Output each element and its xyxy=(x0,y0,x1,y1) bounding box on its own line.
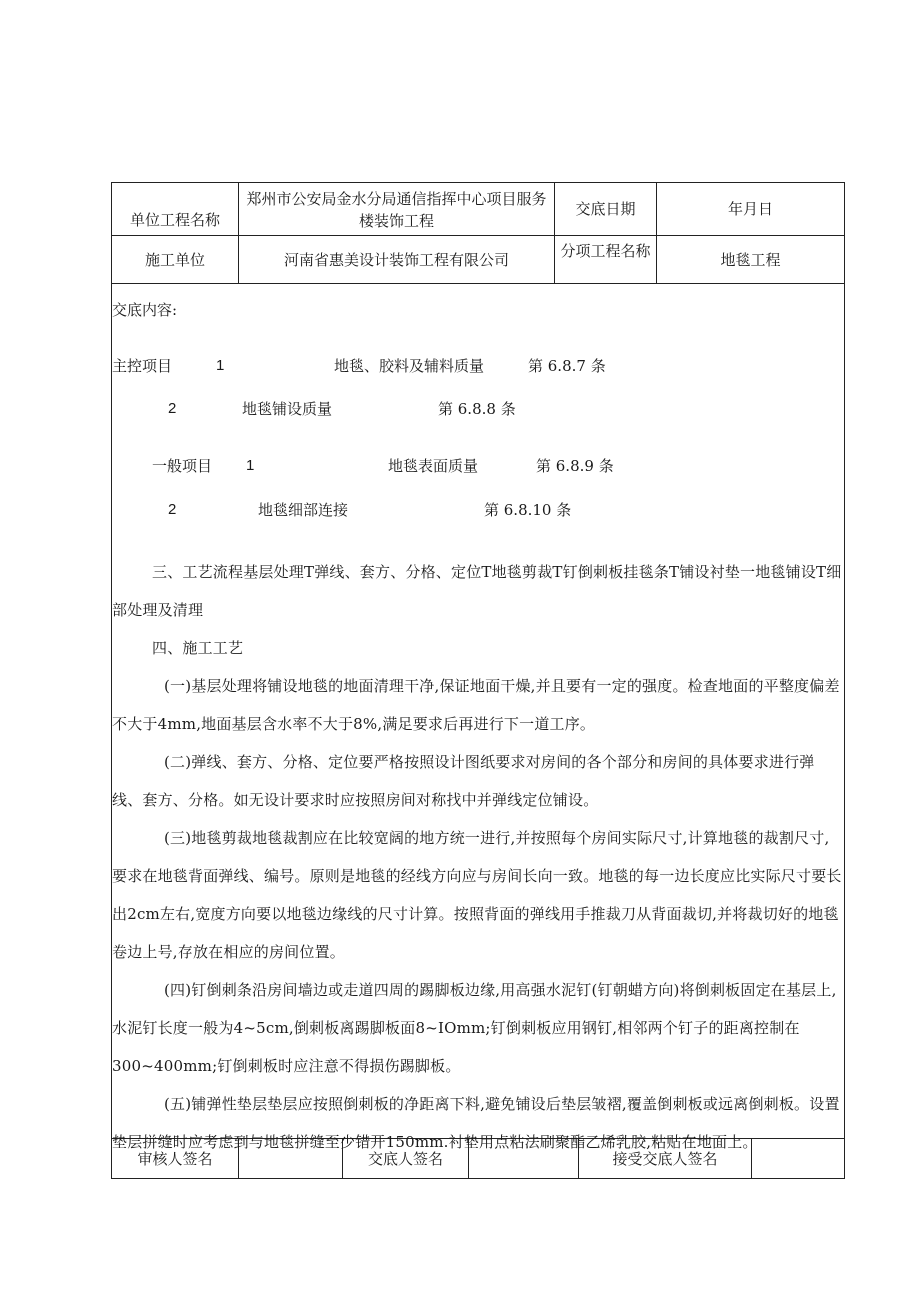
process-paragraph-2: (二)弹线、套方、分格、定位要严格按照设计图纸要求对房间的各个部分和房间的具体要求进行弹线、套方、分格。如无设计要求时应按照房间对称找中并弹线定位铺设。 xyxy=(112,753,815,809)
process-paragraph-1: (一)基层处理将铺设地毯的地面清理干净,保证地面干燥,并且要有一定的强度。检查地面的平整度偏差不大于4mm,地面基层含水率不大于8%,满足要求后再进行下一道工序。 xyxy=(112,677,840,733)
general-item-no: 2 xyxy=(168,501,177,518)
general-item-clause: 第 6.8.10 条 xyxy=(484,501,572,519)
main-control-item-name: 地毯铺设质量 xyxy=(242,400,333,418)
reviewer-signature-field[interactable] xyxy=(239,1139,342,1179)
receiver-signature-field[interactable] xyxy=(752,1139,844,1179)
general-item-clause: 第 6.8.9 条 xyxy=(536,457,614,475)
general-label: 一般项目 xyxy=(152,457,213,475)
project-name-label: 单位工程名称 xyxy=(129,211,220,229)
receiver-signature-label: 接受交底人签名 xyxy=(612,1150,718,1168)
date-value: 年月日 xyxy=(727,200,773,218)
process-flow-paragraph: 三、工艺流程基层处理T弹线、套方、分格、定位T地毯剪裁T钉倒刺板挂毯条T铺设衬垫一地毯铺设T细部处理及清理 xyxy=(112,563,842,619)
main-control-item-no: 2 xyxy=(168,400,177,417)
discloser-signature-field[interactable] xyxy=(469,1139,578,1179)
general-item-no: 1 xyxy=(246,457,255,474)
process-paragraph-4: (四)钉倒刺条沿房间墙边或走道四周的踢脚板边缘,用高强水泥钉(钉朝蜡方向)将倒刺板固定在基层上,水泥钉长度一般为4~5cm,倒刺板离踢脚板面8~IOmm;钉倒刺板应用钢钉,相邻两个钉子的距离控制在300~400mm;钉倒刺板时应注意不得损伤踢脚板。 xyxy=(112,981,837,1075)
construction-unit-value: 河南省惠美设计装饰工程有限公司 xyxy=(283,250,509,269)
date-label: 交底日期 xyxy=(575,200,636,218)
main-control-item-clause: 第 6.8.8 条 xyxy=(438,400,516,418)
disclosure-content xyxy=(112,283,844,1151)
construction-unit-label: 施工单位 xyxy=(144,250,205,269)
project-name-value: 郑州市公安局金水分局通信指挥中心项目服务楼装饰工程 xyxy=(246,190,547,230)
main-control-item-name: 地毯、胶料及辅料质量 xyxy=(334,357,485,375)
subproject-value: 地毯工程 xyxy=(720,250,781,269)
main-control-item-clause: 第 6.8.7 条 xyxy=(528,357,606,375)
general-item-name: 地毯表面质量 xyxy=(388,457,479,475)
general-item-name: 地毯细部连接 xyxy=(258,501,349,519)
main-control-item-no: 1 xyxy=(216,357,225,374)
subproject-label: 分项工程名称 xyxy=(560,242,651,260)
process-paragraph-3: (三)地毯剪裁地毯裁割应在比较宽阔的地方统一进行,并按照每个房间实际尺寸,计算地毯的裁割尺寸,要求在地毯背面弹线、编号。原则是地毯的经线方向应与房间长向一致。地毯的每一边长度应比实际尺寸要长出2cm左右,宽度方向要以地毯边缘线的尺寸计算。按照背面的弹线用手推裁刀从背面裁切,并将裁切好的地毯卷边上号,存放在相应的房间位置。 xyxy=(112,829,842,961)
content-intro: 交底内容: xyxy=(112,301,178,319)
main-control-label: 主控项目 xyxy=(112,357,173,375)
disclosure-form xyxy=(111,182,845,1179)
reviewer-signature-label: 审核人签名 xyxy=(137,1150,213,1168)
discloser-signature-label: 交底人签名 xyxy=(367,1150,443,1168)
process-paragraph-5: (五)铺弹性垫层垫层应按照倒刺板的净距离下料,避免铺设后垫层皱褶,覆盖倒刺板或远离倒刺板。设置垫层拼缝时应考虑到与地毯拼缝至少错开150mm.衬垫用点粘法刷聚酯乙烯乳胶,粘贴在地面上。 xyxy=(112,1095,840,1151)
construction-process-heading: 四、施工工艺 xyxy=(152,639,244,657)
